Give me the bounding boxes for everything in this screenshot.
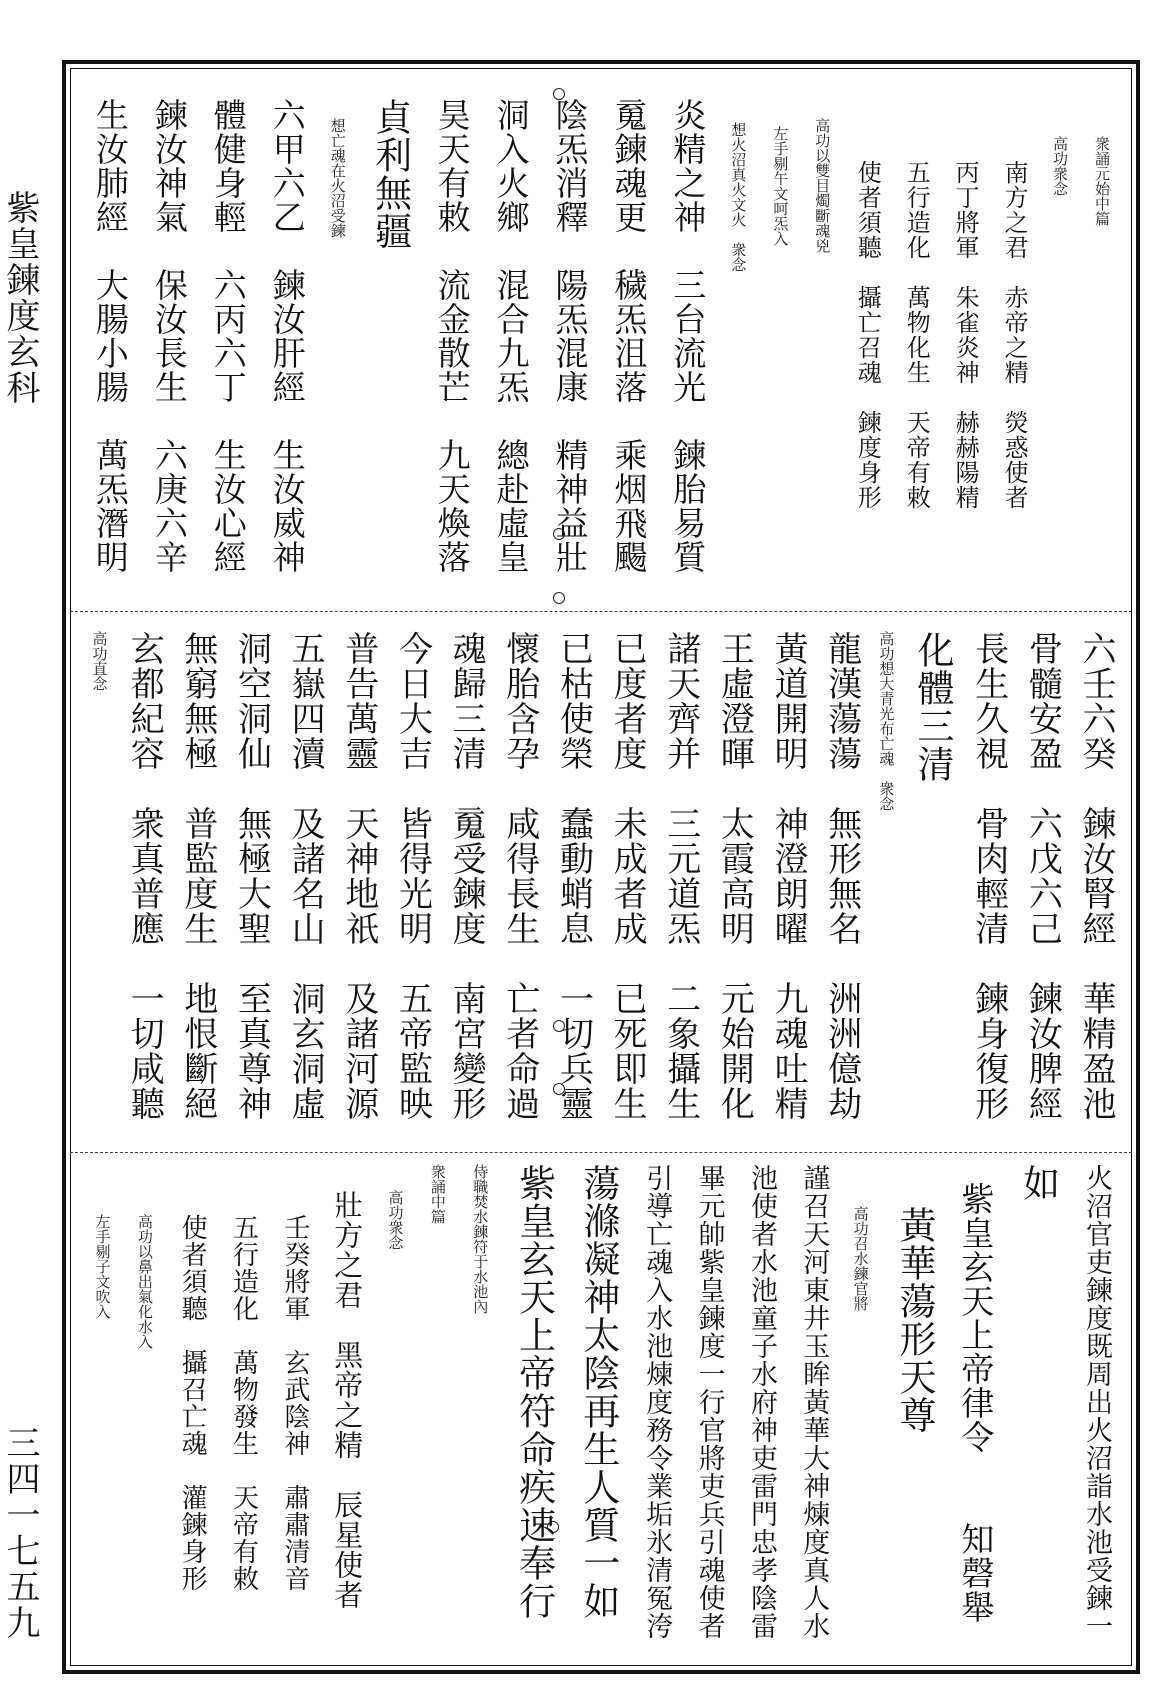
verse-column: 丙丁將軍 朱雀炎神 赫赫陽精 — [951, 160, 980, 510]
verse-column: 使者須聽 攝亡召魂 鍊度身形 — [853, 160, 882, 510]
verse-column: 五行造化 萬物發生 天帝有敕 — [228, 1214, 259, 1592]
circle-mark — [547, 1521, 559, 1533]
verse-column: 已度者度 未成者成 已死即生 — [607, 631, 648, 1121]
ritual-instruction-note: 高功召水鍊官將 — [851, 1206, 870, 1311]
circle-mark — [553, 1020, 565, 1032]
ritual-instruction-note: 高功以鼻出氣化水入 — [135, 1214, 154, 1349]
column-group — [81, 615, 1122, 1149]
verse-column: 五行造化 萬物化生 天帝有敕 — [902, 160, 931, 510]
ritual-instruction-note: 左手剔午文呵炁入 — [771, 126, 790, 246]
text-panel-middle — [72, 615, 1130, 1149]
verse-column: 如 — [1016, 1164, 1060, 1202]
circle-mark — [553, 1083, 565, 1095]
verse-column: 六甲六乙 鍊汝肝經 生汝威神 — [267, 98, 307, 574]
ritual-instruction-note: 衆誦元始中篇 — [1093, 136, 1111, 226]
verse-column: 長生久視 骨肉輕清 鍊身復形 — [968, 631, 1009, 1121]
verse-column: 今日大吉 皆得光明 五帝監映 — [392, 631, 433, 1121]
verse-column: 鍊汝神氣 保汝長生 六庚六辛 — [149, 98, 189, 574]
verse-column: 洞空洞仙 無極大聖 至真尊神 — [231, 631, 272, 1121]
verse-column: 貞利無疆 — [368, 98, 412, 250]
verse-column: 諸天齊并 三元道炁 二象攝生 — [660, 631, 701, 1121]
verse-column: 懷胎含孕 咸得長生 亡者命過 — [499, 631, 540, 1121]
ritual-instruction-note: 衆誦中篇 — [428, 1164, 447, 1224]
verse-column: 生汝肺經 大腸小腸 萬炁潛明 — [90, 98, 130, 574]
verse-column: 黃華蕩形天尊 — [892, 1206, 936, 1434]
verse-column: 已枯使榮 蠢動蛸息 一切兵靈 — [553, 631, 594, 1121]
verse-column: 陰炁消釋 陽炁混康 精神益壯 — [550, 98, 590, 574]
verse-column: 南方之君 赤帝之精 熒惑使者 — [1000, 160, 1029, 510]
verse-column: 五嶽四瀆 及諸名山 洞玄洞虛 — [285, 631, 326, 1121]
verse-column: 謹召天河東井玉眸黃華大神煉度真人水 — [798, 1164, 830, 1640]
verse-column: 龍漢蕩蕩 無形無名 洲洲億劫 — [821, 631, 862, 1121]
verse-column: 六壬六癸 鍊汝腎經 華精盈池 — [1076, 631, 1116, 1121]
ritual-instruction-note: 想火沼真火文火 衆念 — [729, 122, 748, 272]
verse-column: 炎精之神 三台流光 鍊胎易質 — [668, 98, 708, 574]
column-group — [81, 1156, 1122, 1662]
verse-column: 使者須聽 攝召亡魂 灌鍊身形 — [177, 1214, 208, 1592]
verse-column: 壬癸將軍 玄武陰神 肅肅清音 — [279, 1214, 310, 1592]
verse-column: 䰟鍊魂更 穢炁沮落 乘烟飛颺 — [609, 98, 649, 574]
verse-column: 池使者水池童子水府神吏雷門忠孝陰雷 — [745, 1164, 777, 1640]
text-panel-top — [72, 72, 1130, 608]
verse-column: 畢元帥紫皇鍊度一行官將吏兵引魂使者 — [693, 1164, 725, 1640]
verse-column: 骨髓安盈 六戊六己 鍊汝脾經 — [1022, 631, 1063, 1121]
panel-divider-2 — [70, 1152, 1132, 1153]
circle-mark — [553, 88, 565, 100]
circle-mark — [553, 528, 565, 540]
ritual-instruction-note: 高功直念 — [90, 631, 109, 691]
verse-column: 洞入火鄉 混合九炁 總赴虛皇 — [491, 98, 531, 574]
circle-mark — [553, 592, 565, 604]
ritual-instruction-note: 高功衆念 — [386, 1190, 405, 1250]
verse-column: 王虛澄暉 太霞高明 元始開化 — [714, 631, 755, 1121]
verse-column: 火沼官吏鍊度既周出火沼詣水池受鍊一 — [1081, 1164, 1112, 1640]
verse-column: 昊天有敕 流金散芒 九天煥落 — [432, 98, 472, 574]
ritual-instruction-note: 高功想大青光布亡魂 衆念 — [877, 631, 896, 811]
verse-column: 紫皇玄天上帝律令 知磬舉 — [956, 1182, 996, 1624]
verse-column: 魂歸三清 䰟受鍊度 南宮變形 — [446, 631, 487, 1121]
verse-column: 壯方之君 黑帝之精 辰星使者 — [330, 1190, 365, 1610]
verse-column: 無窮無極 普監度生 地恨斷絕 — [177, 631, 218, 1121]
verse-column: 黃道開明 神澄朗曜 九魂吐精 — [768, 631, 809, 1121]
ritual-instruction-note: 侍職焚水鍊符于水池內 — [471, 1164, 490, 1314]
panel-divider-1 — [70, 611, 1132, 612]
column-group — [80, 72, 1122, 608]
verse-column: 體健身輕 六丙六丁 生汝心經 — [208, 98, 248, 574]
ritual-instruction-note: 高功衆念 — [1051, 136, 1070, 196]
ritual-instruction-note: 左手剔子文吹入 — [93, 1214, 112, 1319]
verse-column: 化體三清 — [911, 631, 955, 783]
ritual-instruction-note: 想亡魂在火沼受鍊 — [328, 118, 347, 238]
side-page-number: 三四一七五九 — [0, 1425, 40, 1641]
verse-column: 紫皇玄天上帝符命疾速奉行 — [512, 1164, 556, 1620]
ritual-instruction-note: 高功以雙目燭斷魂兇 — [813, 118, 832, 253]
verse-column: 蕩滌凝神太陰再生人質一如 — [576, 1164, 620, 1620]
verse-column: 普告萬靈 天神地祇 及諸河源 — [338, 631, 379, 1121]
verse-column: 引導亡魂入水池煉度務令業垢氷清冤洿 — [641, 1164, 673, 1640]
verse-column: 玄都紀容 衆真普應 一切咸聽 — [124, 631, 165, 1121]
text-panel-bottom — [72, 1156, 1130, 1662]
side-book-title: 紫皇鍊度玄科 — [0, 190, 40, 406]
